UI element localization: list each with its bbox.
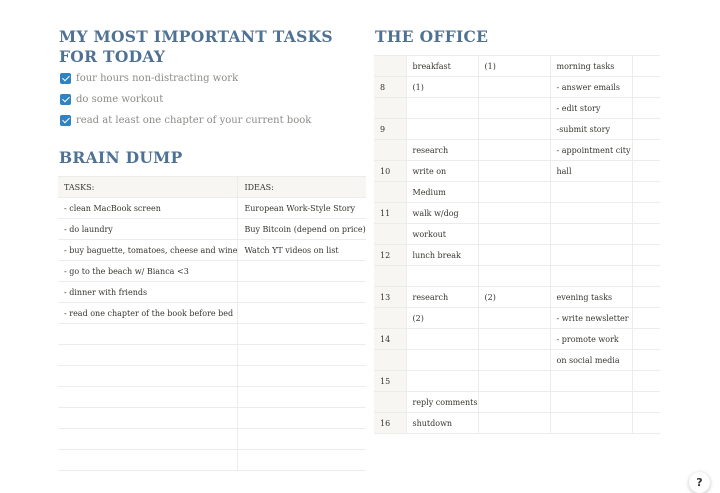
table-row: [374, 266, 660, 287]
office-schedule-table: [374, 55, 660, 434]
table-row: [58, 324, 366, 345]
todo-label: four hours non-distracting work: [76, 73, 239, 84]
table-cell[interactable]: (1): [406, 77, 478, 98]
table-cell[interactable]: [478, 329, 550, 350]
hour-cell[interactable]: [374, 308, 406, 329]
table-cell[interactable]: [632, 56, 660, 77]
table-cell[interactable]: Buy Bitcoin (depend on price): [238, 219, 366, 240]
table-row: [58, 450, 366, 471]
table-cell[interactable]: [238, 429, 366, 450]
table-cell[interactable]: [632, 245, 660, 266]
table-cell[interactable]: hall: [550, 161, 632, 182]
table-cell[interactable]: - do laundry: [58, 219, 238, 240]
column-header-ideas[interactable]: IDEAS:: [238, 177, 366, 198]
table-row: [374, 224, 660, 245]
checkbox-checked-icon[interactable]: [60, 94, 71, 105]
table-row: [58, 261, 366, 282]
table-cell[interactable]: [58, 387, 238, 408]
table-cell[interactable]: [632, 182, 660, 203]
hour-cell[interactable]: 11: [374, 203, 406, 224]
table-cell[interactable]: [238, 345, 366, 366]
table-cell[interactable]: morning tasks: [550, 56, 632, 77]
hour-cell[interactable]: 12: [374, 245, 406, 266]
table-cell[interactable]: [478, 203, 550, 224]
table-row: [374, 413, 660, 434]
table-cell[interactable]: - dinner with friends: [58, 282, 238, 303]
table-row: [374, 98, 660, 119]
table-cell[interactable]: [632, 140, 660, 161]
table-row: [58, 240, 366, 261]
table-cell[interactable]: - buy baguette, tomatoes, cheese and wine: [58, 240, 238, 261]
table-cell[interactable]: - read one chapter of the book before bed: [58, 303, 238, 324]
table-cell[interactable]: [478, 140, 550, 161]
table-row: [374, 140, 660, 161]
table-cell[interactable]: [632, 119, 660, 140]
table-row: [374, 371, 660, 392]
table-cell[interactable]: [632, 287, 660, 308]
table-row: [58, 219, 366, 240]
table-cell[interactable]: [632, 308, 660, 329]
table-row: [58, 429, 366, 450]
table-cell[interactable]: [550, 203, 632, 224]
table-cell[interactable]: [550, 392, 632, 413]
hour-cell[interactable]: [374, 98, 406, 119]
table-cell[interactable]: [550, 245, 632, 266]
hour-cell[interactable]: [374, 140, 406, 161]
table-row: [58, 366, 366, 387]
office-heading: THE OFFICE: [375, 27, 489, 46]
table-cell[interactable]: write on: [406, 161, 478, 182]
table-row: [58, 282, 366, 303]
hour-cell[interactable]: [374, 224, 406, 245]
table-cell[interactable]: [632, 266, 660, 287]
table-cell[interactable]: [58, 429, 238, 450]
table-cell[interactable]: - go to the beach w/ Bianca <3: [58, 261, 238, 282]
table-row: [58, 408, 366, 429]
table-cell[interactable]: [632, 392, 660, 413]
table-cell[interactable]: [478, 245, 550, 266]
hour-cell[interactable]: [374, 392, 406, 413]
hour-cell[interactable]: 8: [374, 77, 406, 98]
table-row: [374, 392, 660, 413]
todo-label: do some workout: [76, 94, 164, 105]
table-row: [374, 119, 660, 140]
table-cell[interactable]: (2): [478, 287, 550, 308]
brain-dump-heading: BRAIN DUMP: [59, 148, 183, 167]
table-cell[interactable]: [238, 282, 366, 303]
table-cell[interactable]: [406, 371, 478, 392]
table-row: [374, 161, 660, 182]
hour-cell[interactable]: 14: [374, 329, 406, 350]
table-cell[interactable]: walk w/dog: [406, 203, 478, 224]
todo-item[interactable]: [60, 73, 238, 84]
table-cell[interactable]: [58, 408, 238, 429]
table-cell[interactable]: [632, 161, 660, 182]
table-row: [58, 387, 366, 408]
table-row: [374, 308, 660, 329]
table-cell[interactable]: [58, 324, 238, 345]
table-cell[interactable]: -submit story: [550, 119, 632, 140]
table-row: [374, 287, 660, 308]
table-cell[interactable]: breakfast: [406, 56, 478, 77]
table-cell[interactable]: [478, 266, 550, 287]
table-cell[interactable]: [478, 350, 550, 371]
table-cell[interactable]: [478, 224, 550, 245]
table-header-row: [58, 177, 366, 198]
table-cell[interactable]: [406, 266, 478, 287]
checkbox-checked-icon[interactable]: [60, 73, 71, 84]
table-cell[interactable]: [58, 345, 238, 366]
table-cell[interactable]: [550, 182, 632, 203]
hour-cell[interactable]: [374, 56, 406, 77]
table-cell[interactable]: evening tasks: [550, 287, 632, 308]
table-cell[interactable]: [58, 366, 238, 387]
table-cell[interactable]: [238, 366, 366, 387]
table-cell[interactable]: [632, 371, 660, 392]
table-cell[interactable]: [478, 119, 550, 140]
table-row: [374, 245, 660, 266]
table-cell[interactable]: [632, 329, 660, 350]
table-cell[interactable]: [550, 371, 632, 392]
table-cell[interactable]: [550, 224, 632, 245]
table-cell[interactable]: [406, 119, 478, 140]
table-cell[interactable]: [478, 413, 550, 434]
table-cell[interactable]: [478, 77, 550, 98]
table-cell[interactable]: - promote work: [550, 329, 632, 350]
table-cell[interactable]: [632, 98, 660, 119]
table-cell[interactable]: [478, 371, 550, 392]
table-cell[interactable]: [238, 450, 366, 471]
table-cell[interactable]: Watch YT videos on list: [238, 240, 366, 261]
table-cell[interactable]: lunch break: [406, 245, 478, 266]
table-cell[interactable]: [478, 308, 550, 329]
table-cell[interactable]: - edit story: [550, 98, 632, 119]
table-row: [374, 182, 660, 203]
table-cell[interactable]: - answer emails: [550, 77, 632, 98]
table-cell[interactable]: [478, 182, 550, 203]
todo-item[interactable]: [60, 94, 163, 105]
table-cell[interactable]: workout: [406, 224, 478, 245]
table-cell[interactable]: [478, 98, 550, 119]
hour-cell[interactable]: [374, 350, 406, 371]
todo-item[interactable]: [60, 115, 311, 126]
help-button[interactable]: ?: [689, 472, 710, 493]
table-cell[interactable]: on social media: [550, 350, 632, 371]
column-header-tasks[interactable]: TASKS:: [58, 177, 238, 198]
table-cell[interactable]: [238, 387, 366, 408]
table-cell[interactable]: research: [406, 287, 478, 308]
table-row: [58, 345, 366, 366]
table-cell[interactable]: (2): [406, 308, 478, 329]
table-cell[interactable]: [550, 266, 632, 287]
hour-cell[interactable]: [374, 266, 406, 287]
table-row: [374, 203, 660, 224]
table-cell[interactable]: (1): [478, 56, 550, 77]
table-cell[interactable]: shutdown: [406, 413, 478, 434]
table-row: [374, 56, 660, 77]
table-cell[interactable]: [632, 350, 660, 371]
table-cell[interactable]: [406, 98, 478, 119]
table-row: [58, 198, 366, 219]
table-cell[interactable]: - clean MacBook screen: [58, 198, 238, 219]
important-tasks-heading: MY MOST IMPORTANT TASKS FOR TODAY: [59, 27, 333, 66]
table-cell[interactable]: [406, 350, 478, 371]
table-cell[interactable]: [550, 413, 632, 434]
table-cell[interactable]: - write newsletter: [550, 308, 632, 329]
table-cell[interactable]: [238, 303, 366, 324]
table-cell[interactable]: - appointment city: [550, 140, 632, 161]
hour-cell[interactable]: 10: [374, 161, 406, 182]
brain-dump-table: [58, 176, 366, 471]
table-cell[interactable]: [632, 224, 660, 245]
hour-cell[interactable]: [374, 182, 406, 203]
table-cell[interactable]: [238, 408, 366, 429]
table-cell[interactable]: [632, 203, 660, 224]
table-cell[interactable]: reply comments: [406, 392, 478, 413]
table-cell[interactable]: [238, 261, 366, 282]
table-row: [374, 329, 660, 350]
table-cell[interactable]: [238, 324, 366, 345]
table-row: [374, 77, 660, 98]
table-cell[interactable]: [478, 161, 550, 182]
table-cell[interactable]: [58, 450, 238, 471]
table-cell[interactable]: [478, 392, 550, 413]
hour-cell[interactable]: 13: [374, 287, 406, 308]
table-cell[interactable]: [632, 413, 660, 434]
table-cell[interactable]: [406, 329, 478, 350]
table-row: [374, 350, 660, 371]
hour-cell[interactable]: 16: [374, 413, 406, 434]
todo-label: read at least one chapter of your current book: [76, 115, 312, 126]
table-cell[interactable]: research: [406, 140, 478, 161]
table-row: [58, 303, 366, 324]
table-cell[interactable]: [632, 77, 660, 98]
table-cell[interactable]: European Work-Style Story: [238, 198, 366, 219]
hour-cell[interactable]: 15: [374, 371, 406, 392]
table-cell[interactable]: Medium: [406, 182, 478, 203]
hour-cell[interactable]: 9: [374, 119, 406, 140]
checkbox-checked-icon[interactable]: [60, 115, 71, 126]
